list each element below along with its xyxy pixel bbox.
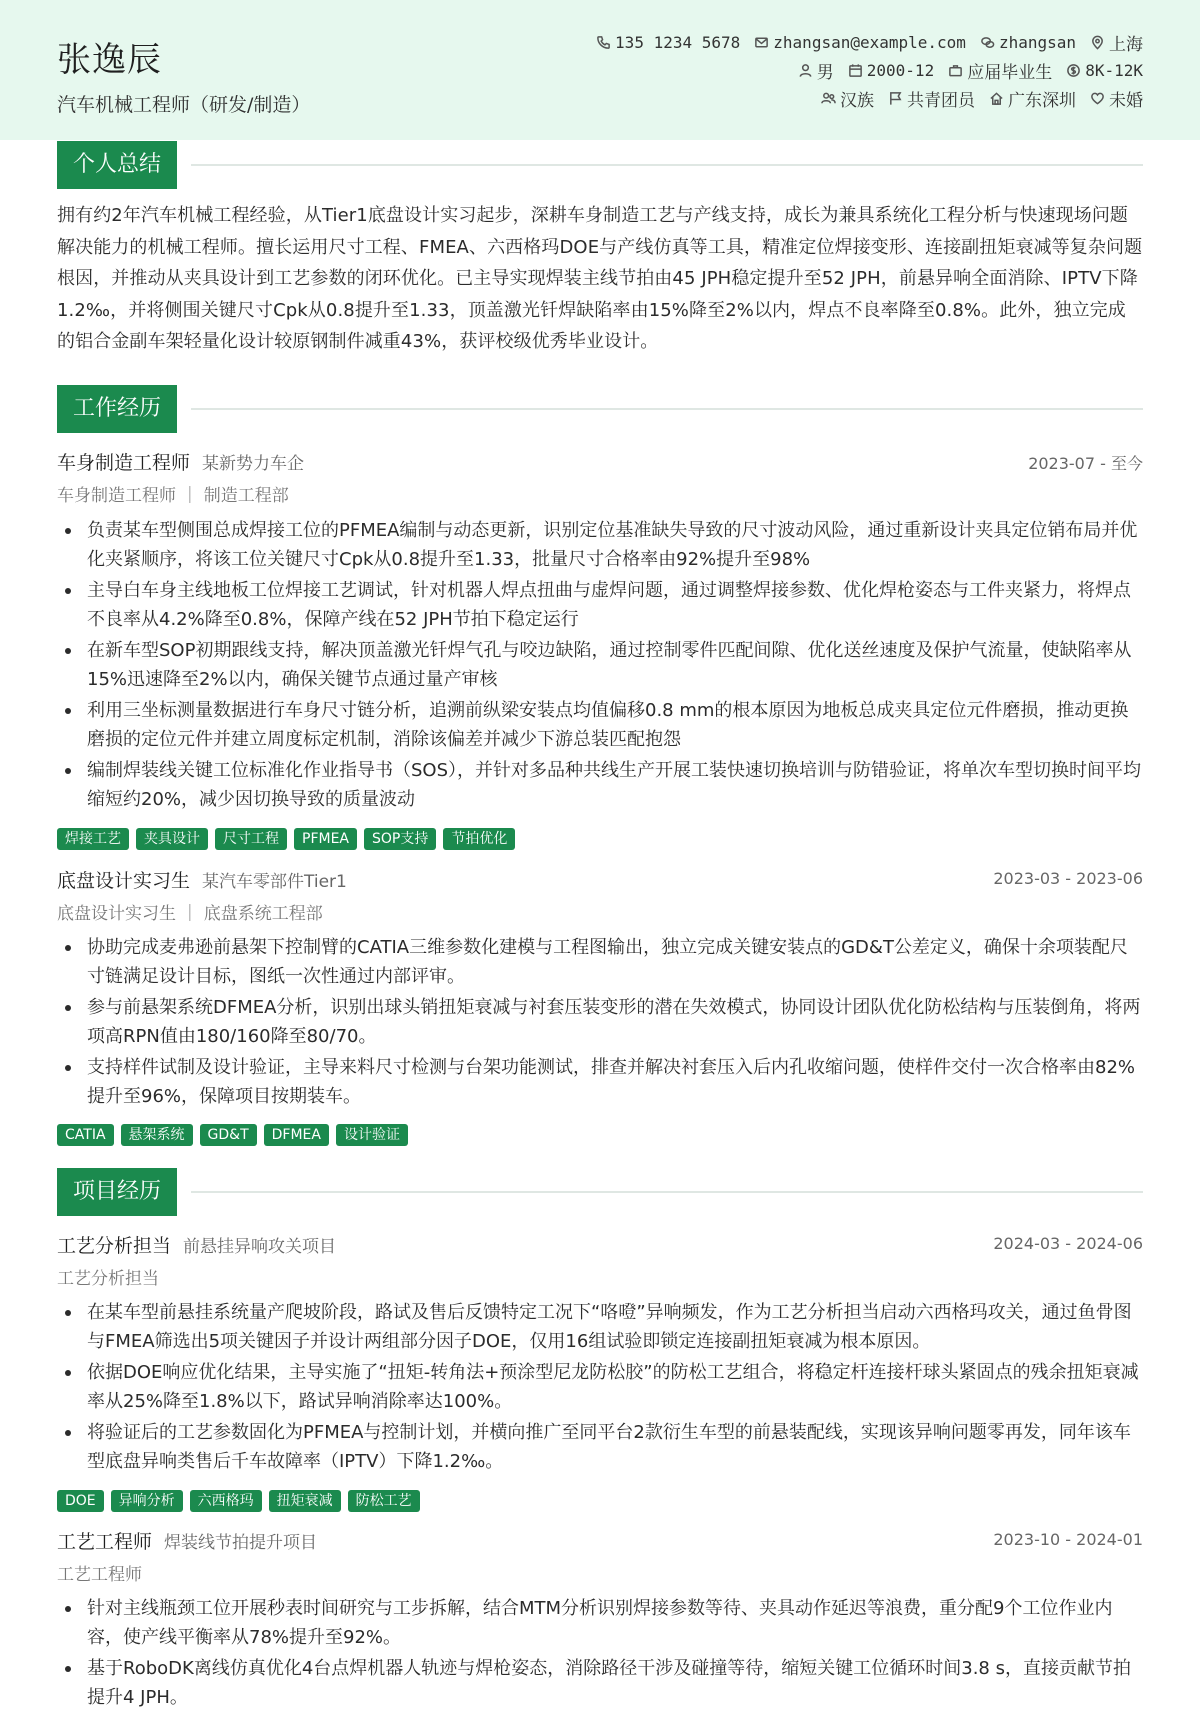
skill-tag: CATIA (57, 1124, 114, 1146)
email-item (754, 33, 966, 52)
section-title: 工作经历 (57, 385, 177, 433)
list-item: 负责某车型侧围总成焊接工位的PFMEA编制与动态更新，识别定位基准缺失导致的尺寸波动风险，通过重新设计夹具定位销布局并优化夹紧顺序，将该工位关键尺寸Cpk从0.8提升至1.33，批量尺寸合格率由92%提升至98% (57, 516, 1143, 574)
home-icon (989, 91, 1004, 106)
work-entry-title (57, 448, 304, 475)
skill-tag: GD&T (200, 1124, 257, 1146)
candidate-role: 汽车机械工程师（研发/制造） (57, 94, 311, 116)
ethnicity-text: 汉族 (840, 90, 874, 111)
marital-text: 未婚 (1109, 90, 1143, 111)
entry-subtitle: 工艺工程师 (57, 1565, 142, 1585)
project-bullet-list (57, 1594, 1143, 1714)
location-pin-icon (1090, 35, 1105, 50)
skill-tags (57, 1490, 420, 1512)
skill-tag: 悬架系统 (121, 1124, 193, 1146)
work-bullet-list (57, 933, 1143, 1113)
skill-tag: 六西格玛 (190, 1490, 262, 1512)
project-name: 前悬挂异响攻关项目 (183, 1237, 337, 1257)
calendar-icon (848, 63, 863, 78)
list-item: 在新车型SOP初期跟线支持，解决顶盖激光钎焊气孔与咬边缺陷，通过控制零件匹配间隙、优化送丝速度及保护气流量，使缺陷率从15%迅速降至2%以内，确保关键节点通过量产审核 (57, 636, 1143, 694)
project-section-header (57, 1168, 1143, 1216)
list-item: 依据DOE响应优化结果，主导实施了“扭矩-转角法+预涂型尼龙防松胶”的防松工艺组合，将稳定杆连接杆球头紧固点的残余扭矩衰减率从25%降至1.8%以下，路试异响消除率达100%。 (57, 1358, 1143, 1416)
hometown-text: 广东深圳 (1008, 90, 1076, 111)
skill-tag: PFMEA (294, 828, 357, 850)
summary-section-header (57, 141, 1143, 189)
phone-text: 135 1234 5678 (615, 32, 741, 52)
project-entry-title (57, 1231, 336, 1258)
contact-row (523, 28, 1143, 56)
entry-date: 2024-03 - 2024-06 (993, 1234, 1143, 1253)
skill-tag: 夹具设计 (136, 828, 208, 850)
list-item: 参与前悬架系统DFMEA分析，识别出球头销扭矩衰减与衬套压装变形的潜在失效模式，协同设计团队优化防松结构与压装倒角，将两项高RPN值由180/160降至80/70。 (57, 993, 1143, 1051)
entry-date: 2023-10 - 2024-01 (993, 1530, 1143, 1549)
section-divider (191, 408, 1143, 410)
skill-tag: 尺寸工程 (215, 828, 287, 850)
salary-item (1066, 61, 1143, 80)
mail-icon (754, 35, 769, 50)
birth-text: 2000-12 (866, 60, 935, 80)
list-item: 利用三坐标测量数据进行车身尺寸链分析，追溯前纵梁安装点均值偏移0.8 mm的根本原因为地板总成夹具定位元件磨损，推动更换磨损的定位元件并建立周度标定机制，消除该偏差并减少下游总装匹配抱怨 (57, 696, 1143, 754)
contact-row (523, 56, 1143, 84)
job-title: 底盘设计实习生 (57, 870, 191, 892)
marital-item (1090, 86, 1143, 111)
job-title: 车身制造工程师 (57, 452, 191, 474)
list-item: 在某车型前悬挂系统量产爬坡阶段，路试及售后反馈特定工况下“咯噔”异响频发，作为工艺分析担当启动六西格玛攻关，通过鱼骨图与FMEA筛选出5项关键因子并设计两组部分因子DOE，仅用16组试验即锁定连接副扭矩衰减为根本原因。 (57, 1298, 1143, 1356)
project-name: 焊装线节拍提升项目 (164, 1533, 318, 1553)
person-icon (798, 63, 813, 78)
work-section-header (57, 385, 1143, 433)
skill-tag: 异响分析 (111, 1490, 183, 1512)
project-role: 工艺工程师 (57, 1531, 153, 1553)
wechat-item (980, 33, 1076, 52)
company-name: 某新势力车企 (202, 454, 305, 474)
gender-text: 男 (816, 62, 834, 83)
skill-tag: 节拍优化 (443, 828, 515, 850)
list-item: 编制焊装线关键工位标准化作业指导书（SOS），并针对多品种共线生产开展工装快速切换培训与防错验证，将单次车型切换时间平均缩短约20%，减少因切换导致的质量波动 (57, 756, 1143, 814)
wechat-text: zhangsan (998, 32, 1076, 52)
skill-tag: 焊接工艺 (57, 828, 129, 850)
hometown-item (989, 86, 1076, 111)
political-item (888, 86, 975, 111)
entry-date: 2023-07 - 至今 (1028, 454, 1143, 473)
wechat-icon (980, 35, 995, 50)
project-entry-title (57, 1527, 317, 1554)
company-name: 某汽车零部件Tier1 (202, 872, 347, 892)
list-item: 基于RoboDK离线仿真优化4台点焊机器人轨迹与焊枪姿态，消除路径干涉及碰撞等待，缩短关键工位循环时间3.8 s，直接贡献节拍提升4 JPH。 (57, 1654, 1143, 1712)
entry-subtitle: 车身制造工程师 ｜ 制造工程部 (57, 486, 289, 506)
project-role: 工艺分析担当 (57, 1235, 172, 1257)
location-item (1090, 30, 1143, 55)
political-text: 共青团员 (907, 90, 975, 111)
users-icon (821, 91, 836, 106)
skill-tags (57, 828, 515, 850)
section-title: 项目经历 (57, 1168, 177, 1216)
list-item: 协助完成麦弗逊前悬架下控制臂的CATIA三维参数化建模与工程图输出，独立完成关键安装点的GD&T公差定义，确保十余项装配尺寸链满足设计目标，图纸一次性通过内部评审。 (57, 933, 1143, 991)
summary-text: 拥有约2年汽车机械工程经验，从Tier1底盘设计实习起步，深耕车身制造工艺与产线支持，成长为兼具系统化工程分析与快速现场问题解决能力的机械工程师。擅长运用尺寸工程、FMEA、六西格玛DOE与产线仿真等工具，精准定位焊接变形、连接副扭矩衰减等复杂问题根因，并推动从夹具设计到工艺参数的闭环优化。已主导实现焊装主线节拍由45 JPH稳定提升至52 JPH，前悬异响全面消除、IPTV下降1.2‰，并将侧围关键尺寸Cpk从0.8提升至1.33，顶盖激光钎焊缺陷率由15%降至2%以内，焊点不良率降至0.8%。此外，独立完成的铝合金副车架轻量化设计较原钢制件减重43%，获评校级优秀毕业设计。 (57, 205, 1143, 352)
flag-icon (888, 91, 903, 106)
phone-icon (596, 35, 611, 50)
list-item: 支持样件试制及设计验证，主导来料尺寸检测与台架功能测试，排查并解决衬套压入后内孔收缩问题，使样件交付一次合格率由82%提升至96%，保障项目按期装车。 (57, 1053, 1143, 1111)
section-title: 个人总结 (57, 141, 177, 189)
skill-tags (57, 1124, 408, 1146)
work-entry-title (57, 866, 347, 893)
heart-icon (1090, 91, 1105, 106)
section-divider (191, 1191, 1143, 1193)
salary-text: 8K-12K (1085, 60, 1143, 80)
status-text: 应届毕业生 (967, 62, 1053, 83)
skill-tag: 设计验证 (336, 1124, 408, 1146)
entry-subtitle: 底盘设计实习生 ｜ 底盘系统工程部 (57, 904, 323, 924)
phone-item (596, 33, 740, 52)
status-item (948, 58, 1052, 83)
contact-row (523, 84, 1143, 112)
skill-tag: 扭矩衰减 (269, 1490, 341, 1512)
candidate-name: 张逸辰 (57, 40, 162, 80)
section-divider (191, 164, 1143, 166)
money-icon (1066, 63, 1081, 78)
birth-item (848, 61, 934, 80)
contact-info (523, 28, 1143, 112)
skill-tag: DFMEA (264, 1124, 329, 1146)
email-text: zhangsan@example.com (773, 32, 966, 52)
briefcase-icon (948, 63, 963, 78)
list-item: 主导白车身主线地板工位焊接工艺调试，针对机器人焊点扭曲与虚焊问题，通过调整焊接参数、优化焊枪姿态与工件夹紧力，将焊点不良率从4.2%降至0.8%，保障产线在52 JPH节拍下稳定运行 (57, 576, 1143, 634)
entry-date: 2023-03 - 2023-06 (993, 869, 1143, 888)
ethnicity-item (821, 86, 874, 111)
resume-header (0, 0, 1200, 140)
project-bullet-list (57, 1298, 1143, 1478)
skill-tag: 防松工艺 (348, 1490, 420, 1512)
work-bullet-list (57, 516, 1143, 816)
skill-tag: DOE (57, 1490, 104, 1512)
gender-item (798, 58, 834, 83)
entry-subtitle: 工艺分析担当 (57, 1269, 159, 1289)
list-item: 针对主线瓶颈工位开展秒表时间研究与工步拆解，结合MTM分析识别焊接参数等待、夹具动作延迟等浪费，重分配9个工位作业内容，使产线平衡率从78%提升至92%。 (57, 1594, 1143, 1652)
skill-tag: SOP支持 (364, 828, 436, 850)
list-item: 将验证后的工艺参数固化为PFMEA与控制计划，并横向推广至同平台2款衍生车型的前悬装配线，实现该异响问题零再发，同年该车型底盘异响类售后千车故障率（IPTV）下降1.2‰。 (57, 1418, 1143, 1476)
location-text: 上海 (1109, 34, 1143, 55)
